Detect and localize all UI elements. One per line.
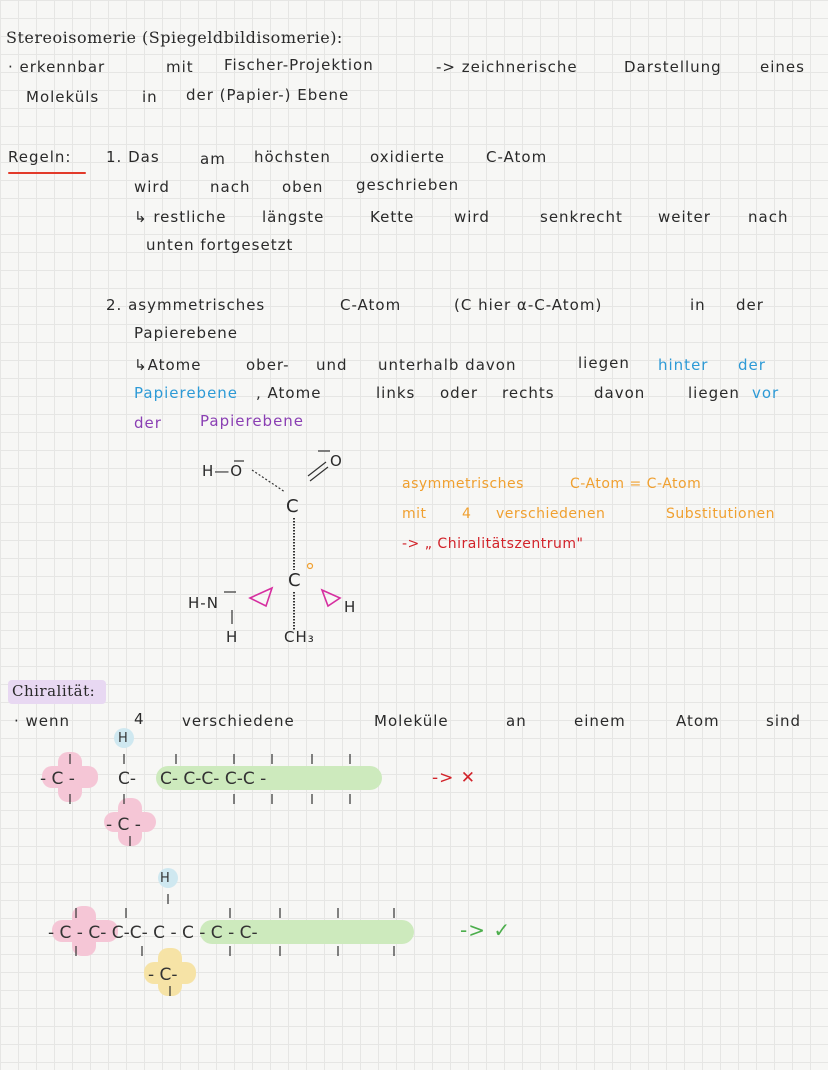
atom-label: O bbox=[330, 452, 343, 470]
note-word: asymmetrisches bbox=[402, 476, 524, 492]
rule-word: unterhalb davon bbox=[378, 356, 517, 374]
rule-word: in bbox=[690, 296, 706, 314]
rule-word: oder bbox=[440, 384, 479, 402]
svg-text:H: H bbox=[160, 871, 170, 886]
example-2-result: -> ✓ bbox=[460, 918, 512, 942]
note-word: C-Atom = C-Atom bbox=[570, 476, 702, 492]
chirality-word: Moleküle bbox=[374, 712, 449, 730]
rule-word: weiter bbox=[658, 208, 711, 226]
chirality-word: einem bbox=[574, 712, 626, 730]
rule-word: davon bbox=[594, 384, 646, 402]
chirality-word: verschiedene bbox=[182, 712, 295, 730]
rule-word: rechts bbox=[502, 384, 555, 402]
intro-word: mit bbox=[166, 58, 194, 76]
chirality-word: · wenn bbox=[14, 712, 71, 730]
wedge-left bbox=[250, 588, 272, 606]
page-title: Stereoisomerie (Spiegeldbildisomerie): bbox=[6, 28, 343, 47]
rule-word: links bbox=[376, 384, 416, 402]
atom-label: H bbox=[344, 598, 357, 616]
rule-word: ↳Atome bbox=[134, 356, 202, 374]
rule-word: oxidierte bbox=[370, 148, 445, 166]
rule-word: unten fortgesetzt bbox=[146, 236, 294, 254]
rule-word: senkrecht bbox=[540, 208, 623, 226]
rule-word: höchsten bbox=[254, 148, 331, 166]
chirality-label: Chiralität: bbox=[12, 682, 96, 700]
note-word: mit bbox=[402, 506, 427, 522]
rule-word: oben bbox=[282, 178, 324, 196]
note-word: Substitutionen bbox=[666, 506, 775, 522]
rule-word: ober- bbox=[246, 356, 290, 374]
rule-word-highlight: Papierebene bbox=[200, 412, 305, 430]
rule-word: wird bbox=[134, 178, 170, 196]
example-1-result: -> ✕ bbox=[432, 768, 477, 788]
intro-word: Moleküls bbox=[26, 88, 100, 106]
note-word: 4 bbox=[462, 506, 472, 522]
intro-word: der (Papier-) Ebene bbox=[186, 86, 350, 104]
rules-label: Regeln: bbox=[8, 148, 72, 166]
svg-text:- C - C- C-C- C - C - C - C-: - C - C- C-C- C - C - C - C- bbox=[48, 923, 258, 943]
chirality-word: Atom bbox=[676, 712, 720, 730]
rule-word-highlight: Papierebene bbox=[134, 384, 239, 402]
rule-word: C-Atom bbox=[340, 296, 402, 314]
note-word: verschiedenen bbox=[496, 506, 606, 522]
rule-word: nach bbox=[748, 208, 789, 226]
rule-word: liegen bbox=[688, 384, 740, 402]
intro-word: · erkennbar bbox=[8, 58, 106, 76]
atom-label: C bbox=[288, 570, 302, 591]
rule-word: Papierebene bbox=[134, 324, 239, 342]
intro-word: Fischer-Projektion bbox=[224, 56, 374, 74]
atom-label: H-N bbox=[188, 594, 219, 612]
intro-word: in bbox=[142, 88, 158, 106]
rule-word-highlight: der bbox=[134, 414, 162, 432]
rule-word: 1. Das bbox=[106, 148, 160, 166]
svg-text:C- C-C- C-C -: C- C-C- C-C - bbox=[160, 769, 267, 789]
rule-word-highlight: vor bbox=[752, 384, 780, 402]
rule-word-highlight: hinter bbox=[658, 356, 709, 374]
rule-word-highlight: der bbox=[738, 356, 766, 374]
rule-word: wird bbox=[454, 208, 490, 226]
atom-label: CH₃ bbox=[284, 628, 315, 646]
rule-word: , Atome bbox=[256, 384, 322, 402]
atom-label: C bbox=[286, 496, 300, 517]
svg-text:- C-: - C- bbox=[148, 965, 178, 985]
svg-text:- C -: - C - bbox=[40, 769, 75, 789]
rule-word: C-Atom bbox=[486, 148, 548, 166]
svg-text:H: H bbox=[118, 731, 128, 746]
rule-word: der bbox=[736, 296, 764, 314]
chirality-word: an bbox=[506, 712, 527, 730]
svg-text:- C -: - C - bbox=[106, 815, 141, 835]
rule-word: ↳ restliche bbox=[134, 208, 227, 226]
rule-word: geschrieben bbox=[356, 176, 460, 194]
rule-word: am bbox=[200, 150, 226, 168]
note-chirality-center: -> „ Chiralitätszentrum" bbox=[402, 536, 584, 552]
chirality-word: 4 bbox=[134, 710, 145, 728]
intro-word: Darstellung bbox=[624, 58, 722, 76]
rule-word: und bbox=[316, 356, 348, 374]
wedge-right bbox=[322, 590, 340, 606]
rule-word: nach bbox=[210, 178, 251, 196]
rule-word: längste bbox=[262, 208, 325, 226]
rule-word: 2. asymmetrisches bbox=[106, 296, 266, 314]
rule-word: Kette bbox=[370, 208, 415, 226]
atom-label: H—O bbox=[202, 462, 244, 480]
svg-text:C-: C- bbox=[118, 769, 137, 789]
chirality-word: sind bbox=[766, 712, 802, 730]
atom-label: H bbox=[226, 628, 239, 646]
rule-word: (C hier α-C-Atom) bbox=[454, 296, 603, 314]
rule-word: liegen bbox=[578, 354, 630, 372]
intro-word: -> zeichnerische bbox=[436, 58, 578, 76]
intro-word: eines bbox=[760, 58, 805, 76]
